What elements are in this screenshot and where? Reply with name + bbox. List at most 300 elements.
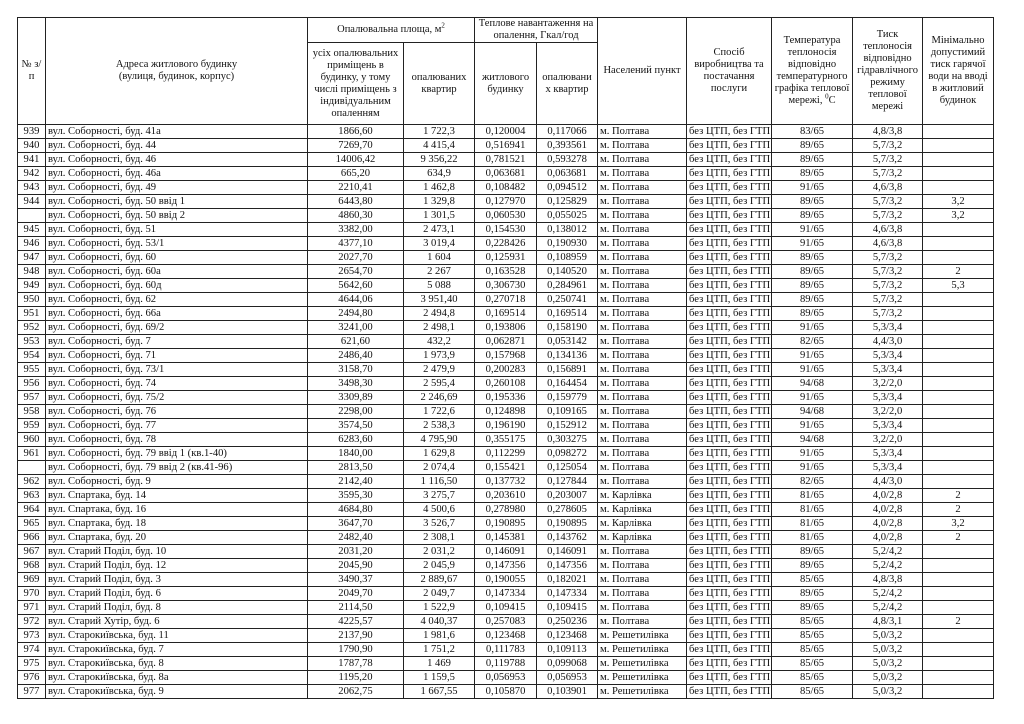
row-temperature: 91/65 xyxy=(772,363,853,377)
row-load-apartments: 0,169514 xyxy=(537,307,598,321)
row-settlement: м. Полтава xyxy=(598,265,687,279)
row-method: без ЦТП, без ГТП xyxy=(687,181,772,195)
row-load-apartments: 0,147334 xyxy=(537,587,598,601)
row-area-apartments: 3 951,40 xyxy=(404,293,475,307)
row-load-apartments: 0,278605 xyxy=(537,503,598,517)
row-method: без ЦТП, без ГТП xyxy=(687,433,772,447)
row-number: 967 xyxy=(18,545,46,559)
row-area-apartments: 1 722,3 xyxy=(404,125,475,139)
row-load-apartments: 0,158190 xyxy=(537,321,598,335)
row-pressure: 5,0/3,2 xyxy=(853,671,923,685)
row-settlement: м. Полтава xyxy=(598,195,687,209)
row-area-apartments: 1 329,8 xyxy=(404,195,475,209)
row-settlement: м. Полтава xyxy=(598,293,687,307)
row-area-all: 2494,80 xyxy=(308,307,404,321)
row-load-apartments: 0,123468 xyxy=(537,629,598,643)
row-settlement: м. Карлівка xyxy=(598,489,687,503)
row-load-apartments: 0,593278 xyxy=(537,153,598,167)
row-load-apartments: 0,103901 xyxy=(537,685,598,699)
row-settlement: м. Полтава xyxy=(598,363,687,377)
row-number: 943 xyxy=(18,181,46,195)
row-temperature: 85/65 xyxy=(772,685,853,699)
row-min-pressure: 2 xyxy=(923,503,994,517)
row-area-apartments: 1 116,50 xyxy=(404,475,475,489)
row-min-pressure xyxy=(923,377,994,391)
row-load-building: 0,119788 xyxy=(475,657,537,671)
header-heated-area-group xyxy=(308,18,475,43)
row-settlement: м. Полтава xyxy=(598,181,687,195)
row-settlement: м. Полтава xyxy=(598,335,687,349)
heating-data-table xyxy=(17,17,994,699)
row-load-apartments: 0,164454 xyxy=(537,377,598,391)
row-load-apartments: 0,053142 xyxy=(537,335,598,349)
row-address: вул. Старий Поділ, буд. 3 xyxy=(46,573,308,587)
row-number: 963 xyxy=(18,489,46,503)
row-number: 964 xyxy=(18,503,46,517)
row-address: вул. Спартака, буд. 20 xyxy=(46,531,308,545)
row-number: 956 xyxy=(18,377,46,391)
row-method: без ЦТП, без ГТП xyxy=(687,587,772,601)
row-load-apartments: 0,125054 xyxy=(537,461,598,475)
row-temperature: 91/65 xyxy=(772,223,853,237)
row-number: 962 xyxy=(18,475,46,489)
row-pressure: 5,7/3,2 xyxy=(853,167,923,181)
row-method: без ЦТП, без ГТП xyxy=(687,503,772,517)
row-address: вул. Старий Поділ, буд. 8 xyxy=(46,601,308,615)
row-number: 961 xyxy=(18,447,46,461)
row-address: вул. Соборності, буд. 76 xyxy=(46,405,308,419)
row-min-pressure xyxy=(923,419,994,433)
row-area-apartments: 9 356,22 xyxy=(404,153,475,167)
row-min-pressure xyxy=(923,629,994,643)
row-load-apartments: 0,182021 xyxy=(537,573,598,587)
row-temperature: 91/65 xyxy=(772,419,853,433)
row-load-building: 0,147356 xyxy=(475,559,537,573)
row-temperature: 81/65 xyxy=(772,531,853,545)
row-area-all: 2031,20 xyxy=(308,545,404,559)
row-load-building: 0,203610 xyxy=(475,489,537,503)
header-temperature xyxy=(772,18,853,125)
row-load-building: 0,257083 xyxy=(475,615,537,629)
row-number xyxy=(18,209,46,223)
header-heated-area-label: Опалювальна площа, м xyxy=(337,24,442,35)
row-area-apartments: 4 040,37 xyxy=(404,615,475,629)
row-method: без ЦТП, без ГТП xyxy=(687,279,772,293)
row-load-apartments: 0,109165 xyxy=(537,405,598,419)
row-pressure: 4,8/3,1 xyxy=(853,615,923,629)
row-settlement: м. Полтава xyxy=(598,237,687,251)
row-area-apartments: 2 538,3 xyxy=(404,419,475,433)
row-method: без ЦТП, без ГТП xyxy=(687,657,772,671)
row-area-apartments: 1 751,2 xyxy=(404,643,475,657)
row-settlement: м. Полтава xyxy=(598,433,687,447)
row-settlement: м. Полтава xyxy=(598,209,687,223)
row-temperature: 89/65 xyxy=(772,167,853,181)
table-row xyxy=(18,363,994,377)
row-area-all: 3574,50 xyxy=(308,419,404,433)
row-pressure: 5,2/4,2 xyxy=(853,587,923,601)
row-load-building: 0,060530 xyxy=(475,209,537,223)
table-row xyxy=(18,419,994,433)
row-temperature: 89/65 xyxy=(772,587,853,601)
header-method: Спосіб виробництва та постачання послуги xyxy=(687,18,772,125)
row-method: без ЦТП, без ГТП xyxy=(687,489,772,503)
header-temperature-unit: С xyxy=(828,95,836,106)
header-area-apartments: опалюваних квартир xyxy=(404,43,475,125)
row-load-apartments: 0,152912 xyxy=(537,419,598,433)
row-area-all: 3647,70 xyxy=(308,517,404,531)
row-method: без ЦТП, без ГТП xyxy=(687,209,772,223)
table-row xyxy=(18,377,994,391)
row-load-apartments: 0,109113 xyxy=(537,643,598,657)
row-temperature: 89/65 xyxy=(772,265,853,279)
header-area-all: усіх опалювальних приміщень в будинку, у тому числі приміщень з індивідуальним опаленням xyxy=(308,43,404,125)
row-pressure: 5,3/3,4 xyxy=(853,349,923,363)
row-area-all: 2654,70 xyxy=(308,265,404,279)
row-area-all: 4644,06 xyxy=(308,293,404,307)
row-number: 974 xyxy=(18,643,46,657)
row-area-apartments: 2 246,69 xyxy=(404,391,475,405)
row-temperature: 89/65 xyxy=(772,559,853,573)
row-number: 960 xyxy=(18,433,46,447)
table-row xyxy=(18,223,994,237)
row-temperature: 89/65 xyxy=(772,545,853,559)
row-number: 958 xyxy=(18,405,46,419)
row-address: вул. Старий Поділ, буд. 10 xyxy=(46,545,308,559)
row-area-all: 1787,78 xyxy=(308,657,404,671)
row-pressure: 4,8/3,8 xyxy=(853,573,923,587)
row-method: без ЦТП, без ГТП xyxy=(687,573,772,587)
row-min-pressure xyxy=(923,405,994,419)
row-area-apartments: 1 462,8 xyxy=(404,181,475,195)
row-temperature: 85/65 xyxy=(772,629,853,643)
row-load-building: 0,195336 xyxy=(475,391,537,405)
row-method: без ЦТП, без ГТП xyxy=(687,377,772,391)
table-row xyxy=(18,629,994,643)
row-number: 976 xyxy=(18,671,46,685)
row-area-all: 3490,37 xyxy=(308,573,404,587)
row-address: вул. Соборності, буд. 73/1 xyxy=(46,363,308,377)
row-load-apartments: 0,284961 xyxy=(537,279,598,293)
row-number: 939 xyxy=(18,125,46,139)
row-address: вул. Соборності, буд. 44 xyxy=(46,139,308,153)
row-load-building: 0,193806 xyxy=(475,321,537,335)
row-area-all: 6443,80 xyxy=(308,195,404,209)
row-settlement: м. Полтава xyxy=(598,601,687,615)
row-method: без ЦТП, без ГТП xyxy=(687,167,772,181)
header-number: № з/п xyxy=(18,18,46,125)
row-area-all: 3498,30 xyxy=(308,377,404,391)
row-load-apartments: 0,094512 xyxy=(537,181,598,195)
row-address: вул. Соборності, буд. 46 xyxy=(46,153,308,167)
row-load-building: 0,260108 xyxy=(475,377,537,391)
row-load-apartments: 0,190895 xyxy=(537,517,598,531)
row-min-pressure xyxy=(923,349,994,363)
row-address: вул. Соборності, буд. 78 xyxy=(46,433,308,447)
row-pressure: 3,2/2,0 xyxy=(853,433,923,447)
row-load-apartments: 0,099068 xyxy=(537,657,598,671)
row-address: вул. Старий Поділ, буд. 6 xyxy=(46,587,308,601)
row-method: без ЦТП, без ГТП xyxy=(687,153,772,167)
row-method: без ЦТП, без ГТП xyxy=(687,335,772,349)
row-method: без ЦТП, без ГТП xyxy=(687,307,772,321)
row-area-all: 2049,70 xyxy=(308,587,404,601)
row-load-apartments: 0,056953 xyxy=(537,671,598,685)
row-min-pressure xyxy=(923,461,994,475)
row-address: вул. Спартака, буд. 16 xyxy=(46,503,308,517)
row-number: 947 xyxy=(18,251,46,265)
row-address: вул. Старий Хутір, буд. 6 xyxy=(46,615,308,629)
row-pressure: 5,7/3,2 xyxy=(853,279,923,293)
row-number: 959 xyxy=(18,419,46,433)
row-load-apartments: 0,393561 xyxy=(537,139,598,153)
row-number: 957 xyxy=(18,391,46,405)
row-pressure: 5,2/4,2 xyxy=(853,545,923,559)
row-area-apartments: 2 494,8 xyxy=(404,307,475,321)
row-area-apartments: 2 049,7 xyxy=(404,587,475,601)
row-area-apartments: 1 981,6 xyxy=(404,629,475,643)
row-number: 968 xyxy=(18,559,46,573)
table-row xyxy=(18,685,994,699)
row-pressure: 4,0/2,8 xyxy=(853,489,923,503)
row-min-pressure xyxy=(923,363,994,377)
row-temperature: 81/65 xyxy=(772,503,853,517)
row-load-building: 0,190895 xyxy=(475,517,537,531)
row-temperature: 89/65 xyxy=(772,139,853,153)
table-row xyxy=(18,447,994,461)
row-load-apartments: 0,127844 xyxy=(537,475,598,489)
row-method: без ЦТП, без ГТП xyxy=(687,195,772,209)
row-min-pressure xyxy=(923,321,994,335)
row-address: вул. Соборності, буд. 71 xyxy=(46,349,308,363)
row-method: без ЦТП, без ГТП xyxy=(687,125,772,139)
row-temperature: 89/65 xyxy=(772,307,853,321)
row-address: вул. Соборності, буд. 77 xyxy=(46,419,308,433)
row-number: 955 xyxy=(18,363,46,377)
row-temperature: 82/65 xyxy=(772,475,853,489)
row-temperature: 91/65 xyxy=(772,349,853,363)
row-method: без ЦТП, без ГТП xyxy=(687,615,772,629)
table-row xyxy=(18,307,994,321)
row-area-all: 4377,10 xyxy=(308,237,404,251)
row-settlement: м. Полтава xyxy=(598,307,687,321)
row-address: вул. Соборності, буд. 62 xyxy=(46,293,308,307)
table-row xyxy=(18,643,994,657)
row-area-all: 621,60 xyxy=(308,335,404,349)
row-load-apartments: 0,147356 xyxy=(537,559,598,573)
row-address: вул. Соборності, буд. 60а xyxy=(46,265,308,279)
row-address: вул. Соборності, буд. 74 xyxy=(46,377,308,391)
table-row xyxy=(18,545,994,559)
row-method: без ЦТП, без ГТП xyxy=(687,139,772,153)
row-settlement: м. Полтава xyxy=(598,461,687,475)
table-row xyxy=(18,517,994,531)
row-method: без ЦТП, без ГТП xyxy=(687,223,772,237)
row-area-all: 2486,40 xyxy=(308,349,404,363)
row-min-pressure xyxy=(923,573,994,587)
table-row xyxy=(18,433,994,447)
row-number: 970 xyxy=(18,587,46,601)
row-temperature: 94/68 xyxy=(772,433,853,447)
row-temperature: 94/68 xyxy=(772,405,853,419)
row-area-all: 2210,41 xyxy=(308,181,404,195)
row-number: 965 xyxy=(18,517,46,531)
row-area-all: 1790,90 xyxy=(308,643,404,657)
row-method: без ЦТП, без ГТП xyxy=(687,447,772,461)
row-area-apartments: 1 159,5 xyxy=(404,671,475,685)
row-min-pressure xyxy=(923,559,994,573)
row-area-apartments: 2 267 xyxy=(404,265,475,279)
row-min-pressure xyxy=(923,587,994,601)
row-min-pressure xyxy=(923,433,994,447)
table-row xyxy=(18,391,994,405)
row-settlement: м. Полтава xyxy=(598,377,687,391)
row-number: 975 xyxy=(18,657,46,671)
row-settlement: м. Карлівка xyxy=(598,517,687,531)
table-row xyxy=(18,671,994,685)
row-number: 949 xyxy=(18,279,46,293)
row-area-apartments: 2 473,1 xyxy=(404,223,475,237)
row-load-building: 0,109415 xyxy=(475,601,537,615)
row-area-all: 665,20 xyxy=(308,167,404,181)
row-temperature: 91/65 xyxy=(772,461,853,475)
row-area-all: 2298,00 xyxy=(308,405,404,419)
row-min-pressure xyxy=(923,391,994,405)
row-number: 977 xyxy=(18,685,46,699)
table-row xyxy=(18,251,994,265)
row-load-apartments: 0,140520 xyxy=(537,265,598,279)
table-row xyxy=(18,615,994,629)
row-load-building: 0,127970 xyxy=(475,195,537,209)
row-min-pressure xyxy=(923,181,994,195)
row-area-all: 2813,50 xyxy=(308,461,404,475)
row-method: без ЦТП, без ГТП xyxy=(687,237,772,251)
row-load-apartments: 0,159779 xyxy=(537,391,598,405)
row-area-apartments: 2 595,4 xyxy=(404,377,475,391)
row-address: вул. Старий Поділ, буд. 12 xyxy=(46,559,308,573)
row-area-apartments: 1 973,9 xyxy=(404,349,475,363)
row-pressure: 5,7/3,2 xyxy=(853,153,923,167)
table-header xyxy=(18,18,994,125)
row-area-all: 1840,00 xyxy=(308,447,404,461)
row-method: без ЦТП, без ГТП xyxy=(687,475,772,489)
row-temperature: 91/65 xyxy=(772,391,853,405)
row-min-pressure: 2 xyxy=(923,489,994,503)
table-row xyxy=(18,559,994,573)
row-settlement: м. Полтава xyxy=(598,419,687,433)
row-number: 946 xyxy=(18,237,46,251)
row-min-pressure xyxy=(923,293,994,307)
row-method: без ЦТП, без ГТП xyxy=(687,293,772,307)
row-load-building: 0,169514 xyxy=(475,307,537,321)
row-temperature: 89/65 xyxy=(772,279,853,293)
row-method: без ЦТП, без ГТП xyxy=(687,363,772,377)
row-area-apartments: 1 604 xyxy=(404,251,475,265)
row-area-all: 2045,90 xyxy=(308,559,404,573)
row-load-building: 0,278980 xyxy=(475,503,537,517)
row-load-apartments: 0,117066 xyxy=(537,125,598,139)
row-area-apartments: 4 795,90 xyxy=(404,433,475,447)
row-temperature: 85/65 xyxy=(772,573,853,587)
row-number: 971 xyxy=(18,601,46,615)
row-area-all: 1195,20 xyxy=(308,671,404,685)
row-settlement: м. Решетилівка xyxy=(598,629,687,643)
header-address: Адреса житлового будинку (вулиця, будинок, корпус) xyxy=(46,18,308,125)
header-load-apartments: опалювани х квартир xyxy=(537,43,598,125)
row-temperature: 91/65 xyxy=(772,181,853,195)
row-min-pressure: 2 xyxy=(923,531,994,545)
row-settlement: м. Полтава xyxy=(598,167,687,181)
row-pressure: 4,0/2,8 xyxy=(853,517,923,531)
row-address: вул. Соборності, буд. 7 xyxy=(46,335,308,349)
row-area-all: 4225,57 xyxy=(308,615,404,629)
row-area-apartments: 3 526,7 xyxy=(404,517,475,531)
row-settlement: м. Решетилівка xyxy=(598,671,687,685)
row-min-pressure: 2 xyxy=(923,265,994,279)
row-load-apartments: 0,125829 xyxy=(537,195,598,209)
row-settlement: м. Полтава xyxy=(598,251,687,265)
row-temperature: 81/65 xyxy=(772,489,853,503)
row-number: 941 xyxy=(18,153,46,167)
row-load-apartments: 0,146091 xyxy=(537,545,598,559)
row-pressure: 5,2/4,2 xyxy=(853,601,923,615)
row-load-apartments: 0,109415 xyxy=(537,601,598,615)
row-area-apartments: 1 629,8 xyxy=(404,447,475,461)
table-row xyxy=(18,503,994,517)
row-area-apartments: 2 045,9 xyxy=(404,559,475,573)
row-min-pressure: 3,2 xyxy=(923,517,994,531)
table-row xyxy=(18,167,994,181)
row-number: 945 xyxy=(18,223,46,237)
table-row xyxy=(18,573,994,587)
row-pressure: 5,2/4,2 xyxy=(853,559,923,573)
row-load-apartments: 0,055025 xyxy=(537,209,598,223)
row-area-all: 3382,00 xyxy=(308,223,404,237)
row-number: 972 xyxy=(18,615,46,629)
row-min-pressure xyxy=(923,307,994,321)
row-min-pressure xyxy=(923,139,994,153)
row-number: 969 xyxy=(18,573,46,587)
row-method: без ЦТП, без ГТП xyxy=(687,321,772,335)
row-pressure: 3,2/2,0 xyxy=(853,377,923,391)
row-area-apartments: 2 889,67 xyxy=(404,573,475,587)
row-load-building: 0,157968 xyxy=(475,349,537,363)
row-area-all: 4860,30 xyxy=(308,209,404,223)
row-number: 940 xyxy=(18,139,46,153)
row-address: вул. Соборності, буд. 46а xyxy=(46,167,308,181)
row-address: вул. Старокиївська, буд. 8 xyxy=(46,657,308,671)
row-area-all: 2137,90 xyxy=(308,629,404,643)
row-min-pressure xyxy=(923,545,994,559)
row-area-all: 2114,50 xyxy=(308,601,404,615)
row-settlement: м. Полтава xyxy=(598,391,687,405)
row-load-apartments: 0,143762 xyxy=(537,531,598,545)
row-load-building: 0,137732 xyxy=(475,475,537,489)
row-load-building: 0,270718 xyxy=(475,293,537,307)
row-load-building: 0,196190 xyxy=(475,419,537,433)
row-load-building: 0,063681 xyxy=(475,167,537,181)
row-settlement: м. Полтава xyxy=(598,223,687,237)
row-load-building: 0,111783 xyxy=(475,643,537,657)
row-temperature: 91/65 xyxy=(772,237,853,251)
table-row xyxy=(18,125,994,139)
row-temperature: 91/65 xyxy=(772,447,853,461)
row-area-apartments: 432,2 xyxy=(404,335,475,349)
table-row xyxy=(18,657,994,671)
row-temperature: 89/65 xyxy=(772,601,853,615)
row-min-pressure xyxy=(923,153,994,167)
row-address: вул. Соборності, буд. 69/2 xyxy=(46,321,308,335)
